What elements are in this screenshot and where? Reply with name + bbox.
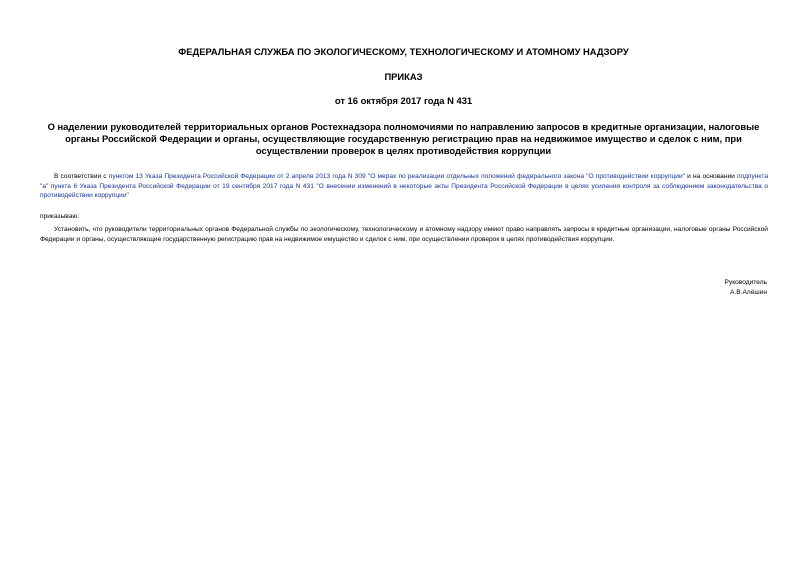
order-paragraph: Установить, что руководители территориальных органов Федеральной службы по экологическому, технологическому и атомному надзору имеют право направлять запросы в кредитные организации, налоговые органы Российской Федерации и органы, осуществляющие государственную регистрацию прав на недвижимое имущество и сделок с ним, при осуществлении проверок в целях противодействия коррупции. — [40, 226, 768, 243]
document-date-number: от 16 октября 2017 года N 431 — [334, 95, 473, 106]
decree-309-link[interactable]: пунктом 13 Указа Президента Российской Федерации от 2 апреля 2013 года N 309 "О мерах по реализации отдельных положений федерального закона "О противодействии коррупции" — [108, 173, 685, 180]
signature-name: А.В.Алёшин — [730, 289, 767, 296]
order-word: приказываю: — [40, 213, 80, 220]
preamble-paragraph — [40, 172, 768, 201]
document-title: О наделении руководителей территориальных органов Ростехнадзора полномочиями по направлению запросов в кредитные организации, налоговые органы Российской Федерации и органы, осуществляющие государственную регистрацию прав на недвижимое имущество и сделок с ним, при осуществлении проверок в целях противодействия коррупции — [47, 121, 760, 157]
signature-role: Руководитель — [724, 279, 767, 286]
preamble-text-middle: и на основании — [685, 173, 737, 180]
document-type: ПРИКАЗ — [384, 71, 423, 82]
preamble-text-start: В соответствии с — [54, 173, 109, 180]
agency-name: ФЕДЕРАЛЬНАЯ СЛУЖБА ПО ЭКОЛОГИЧЕСКОМУ, ТЕХНОЛОГИЧЕСКОМУ И АТОМНОМУ НАДЗОРУ — [178, 46, 629, 57]
decree-431-link[interactable]: подпункта "а" пункта 6 Указа Президента Российской Федерации от 19 сентября 2017 года N 431 "О внесении изменений в некоторые акты Президента Российской Федерации в целях усиления контроля за соблюдением законодательства о противодействии коррупции" — [40, 173, 769, 200]
